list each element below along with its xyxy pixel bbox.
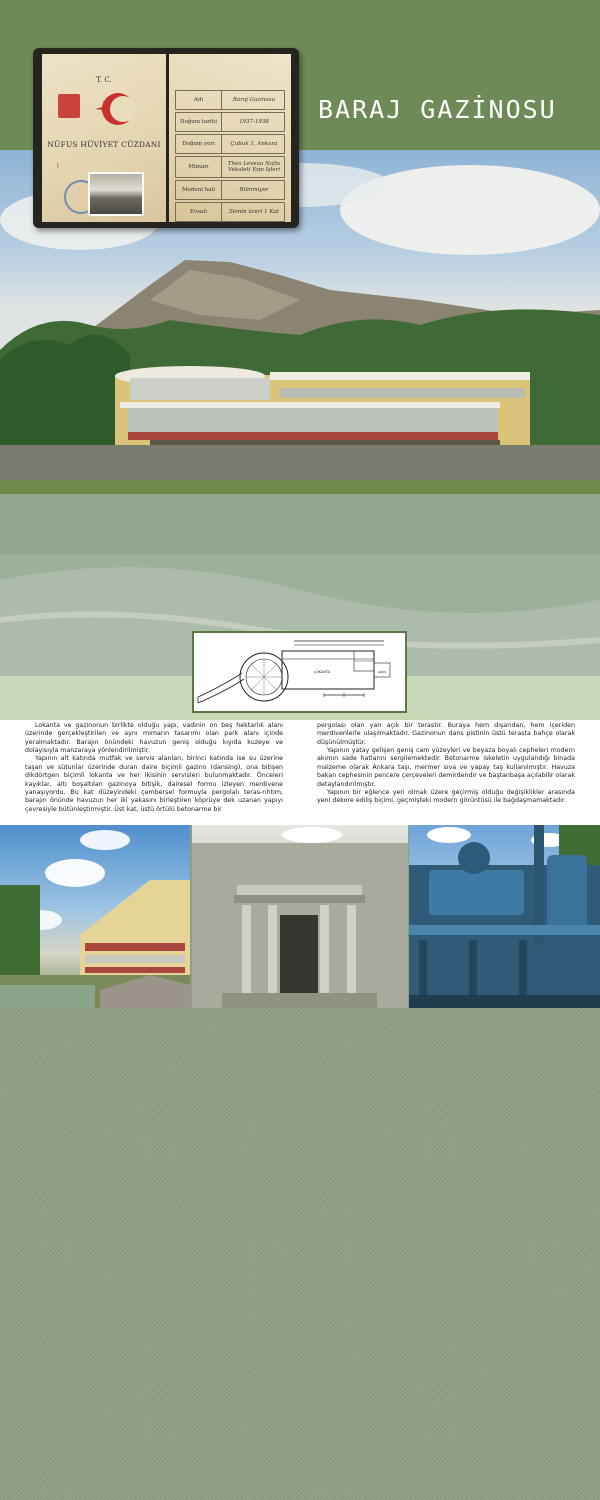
card-field-label: Mimarı [176, 157, 222, 177]
page-title: BARAJ GAZİNOSU [318, 95, 557, 124]
crescent-star-icon [92, 87, 140, 135]
identity-card [33, 48, 299, 228]
photo-entrance-illustration [192, 825, 408, 1008]
handwritten-mark-icon: ⌇ [56, 162, 60, 170]
floor-plan-drawing [192, 631, 407, 713]
card-field-value: Baraj Gazinosu [232, 96, 276, 103]
card-field-value: Bilinmiyor [239, 186, 269, 193]
main-photo-illustration [0, 150, 600, 676]
card-photo [88, 172, 144, 216]
identity-card-left-page [42, 54, 166, 222]
card-field-row [175, 90, 285, 110]
card-heading: NÜFUS HÜVİYET CÜZDANI [47, 140, 161, 149]
card-field-row [175, 112, 285, 132]
card-field-row [175, 180, 285, 200]
photo-entrance-columns [192, 825, 408, 1008]
paragraph: Lokanta ve gazinonun birlikte olduğu yapı, vadinin on beş hektarlık alanı üzerinde gerçekleştirilen ve aynı mimarın tasarımı olan park alanı içinde yeralmaktadır. Barajın önündeki havuzun geniş olduğu kıyıda kuzeye ve dolayısıyla manzaraya yönlendirilmiştir. [25, 722, 283, 755]
card-field-label: Doğum tarihi [176, 113, 222, 131]
card-field-row [175, 134, 285, 154]
card-field-label: Doğum yeri [176, 135, 222, 153]
plan-label-giris: GİRİŞ [378, 670, 387, 674]
card-tc-label: T. C. [96, 76, 112, 84]
card-field-value: Zemin üzeri 1 Kat [228, 208, 280, 215]
floor-plan-svg [194, 633, 405, 711]
identity-card-right-page [169, 54, 291, 222]
card-field-label: Medeni hali [176, 181, 222, 199]
photo-building-side-view [0, 825, 190, 1008]
photo-machinery-illustration [409, 825, 600, 1008]
card-field-value: Çubuk 1, Ankara [230, 140, 278, 147]
photo-building-side-illustration [0, 825, 190, 1008]
card-field-row [175, 156, 285, 178]
text-column-right [317, 722, 575, 806]
paragraph: Yapının bir eğlence yeri olmak üzere geçirmiş olduğu değişiklikler arasında yeni dekore ediliş biçimi, geçmişteki modern görüntüsü ile bağdaşmamaktadır. [317, 788, 575, 805]
photo-blue-machinery [409, 825, 600, 1008]
card-field-value: 1937-1938 [239, 118, 269, 125]
paragraph: Yapının alt katında mutfak ve servis alanları, birinci katında ise su üzerine taşan ve sütunlar üzerinde duran daire biçimli gazino (dansing), ona bitişen dikdörtgen biçimli lokanta ve her ikisinin servisleri bulunmaktadır. Önceleri kayıklar, altı boşaltılan gazinoya bitişik, dairesel formu izleyen merdivene yanaşıyordu. Bu kat düzeyindeki çembersel formuyla pergolalı teras-rıhtım, barajın önünde havuzun her iki yakasını birleştiren köprüye dek uzanan yapıyı çevresiyle bütünleştirmiştir. Üst kat, üstü örtülü betonarme bir [25, 755, 283, 813]
card-field-value: Theo Leveau Nafia Vekaleti Yapı İşleri [227, 160, 281, 173]
paragraph: Yapının yatay gelişen geniş cam yüzeyleri ve beyaza boyalı cepheleri modern akımın sade hatlarını sergilemektedir. Betonarme iskeletin uygulandığı binada malzeme olarak Ankara taşı, mermer sıva ve yapay taş kullanılmıştır. Havuza bakan cephesinin pencere çerçeveleri demirdendir ve baştanbaşa açılabilir olarak detaylandırılmıştır. [317, 747, 575, 788]
card-field-label: Evsafı [176, 203, 222, 221]
card-field-label: Adı [176, 91, 222, 109]
paragraph: pergolası olan yarı açık bir terastır. Buraya hem dışarıdan, hem içeriden merdivenlerle ulaşılmaktadır. Gazinonun dans pistinin üstü terasta bahçe olarak düşünülmüştür. [317, 722, 575, 746]
text-column-left [25, 722, 283, 814]
plan-label-lokanta: LOKANTA [314, 670, 331, 674]
card-field-row [175, 202, 285, 222]
stamp-seal-icon [58, 94, 80, 118]
main-photo-baraj-gazinosu [0, 150, 600, 676]
